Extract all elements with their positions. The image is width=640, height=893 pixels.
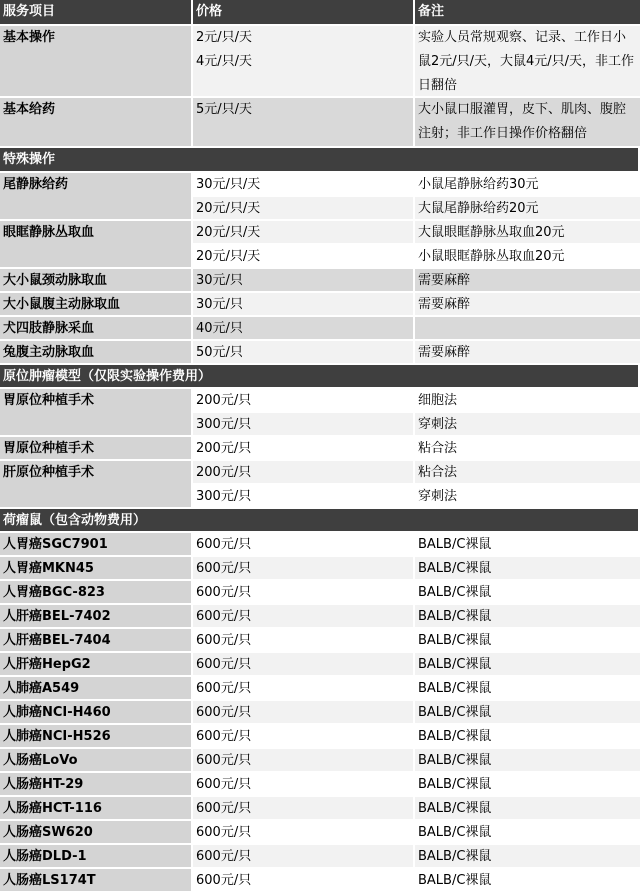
section-row [0, 365, 640, 389]
section-row [0, 148, 640, 173]
row-name: 人肺癌A549 [0, 677, 193, 701]
note-text: 大小鼠口服灌胃，皮下、肌肉、腹腔注射；非工作日操作价格翻倍 [415, 98, 640, 148]
row-name: 人肠癌HT-29 [0, 773, 193, 797]
row-name: 人肝癌BEL-7404 [0, 629, 193, 653]
table-row [0, 821, 640, 845]
price-value: 600元/只 [193, 677, 415, 701]
table-row [0, 317, 640, 341]
note-text: BALB/C裸鼠 [415, 605, 640, 629]
table-row [0, 701, 640, 725]
table-row [193, 245, 640, 269]
note-text: BALB/C裸鼠 [415, 701, 640, 725]
note-text: BALB/C裸鼠 [415, 821, 640, 845]
note-text: BALB/C裸鼠 [415, 653, 640, 677]
table-row [0, 461, 640, 485]
table-row [0, 869, 640, 893]
price-value: 600元/只 [193, 869, 415, 893]
price-group [193, 26, 415, 98]
price-value: 30元/只 [193, 293, 415, 317]
table-row [0, 653, 640, 677]
table-row [0, 98, 640, 148]
section-title: 特殊操作 [0, 148, 640, 173]
note-text: BALB/C裸鼠 [415, 557, 640, 581]
section-title: 荷瘤鼠（包含动物费用） [0, 509, 640, 533]
table-row [0, 557, 640, 581]
row-name: 犬四肢静脉采血 [0, 317, 193, 341]
row-name: 人肠癌SW620 [0, 821, 193, 845]
table-row [0, 173, 640, 197]
table-row [0, 773, 640, 797]
row-name: 人胃癌SGC7901 [0, 533, 193, 557]
price-value: 600元/只 [193, 653, 415, 677]
price-value: 4元/只/天 [196, 54, 253, 69]
table-row [0, 293, 640, 317]
price-value: 600元/只 [193, 845, 415, 869]
note-text: 小鼠眼眶静脉丛取血20元 [415, 245, 640, 269]
row-name: 基本操作 [0, 26, 193, 98]
note-text: BALB/C裸鼠 [415, 845, 640, 869]
price-value: 600元/只 [193, 557, 415, 581]
note-text: 需要麻醉 [415, 341, 640, 365]
table-row [0, 749, 640, 773]
table-row [0, 605, 640, 629]
table-row [0, 725, 640, 749]
note-text: 穿刺法 [415, 413, 640, 437]
row-name: 尾静脉给药 [0, 173, 193, 221]
row-name: 人肺癌NCI-H526 [0, 725, 193, 749]
note-text: 大鼠尾静脉给药20元 [415, 197, 640, 221]
section-title: 原位肿瘤模型（仅限实验操作费用） [0, 365, 640, 389]
table-row [0, 269, 640, 293]
row-name: 大小鼠腹主动脉取血 [0, 293, 193, 317]
price-value: 600元/只 [193, 581, 415, 605]
row-name: 人肠癌DLD-1 [0, 845, 193, 869]
row-name: 肝原位种植手术 [0, 461, 193, 509]
row-name: 人肺癌NCI-H460 [0, 701, 193, 725]
price-value: 600元/只 [193, 773, 415, 797]
note-text: BALB/C裸鼠 [415, 773, 640, 797]
note-text: 穿刺法 [415, 485, 640, 509]
row-name: 人肝癌HepG2 [0, 653, 193, 677]
note-text: BALB/C裸鼠 [415, 677, 640, 701]
price-value: 30元/只/天 [193, 173, 415, 197]
note-text: BALB/C裸鼠 [415, 581, 640, 605]
price-value: 50元/只 [193, 341, 415, 365]
note-text: 大鼠眼眶静脉丛取血20元 [415, 221, 640, 245]
row-name: 眼眶静脉丛取血 [0, 221, 193, 269]
price-value: 20元/只/天 [193, 197, 415, 221]
row-name: 基本给药 [0, 98, 193, 148]
table-row [0, 533, 640, 557]
price-value: 40元/只 [193, 317, 415, 341]
note-text [415, 317, 640, 341]
price-value: 600元/只 [193, 749, 415, 773]
note-text: 小鼠尾静脉给药30元 [415, 173, 640, 197]
table-row [193, 197, 640, 221]
header-note: 备注 [415, 0, 640, 26]
note-text: 需要麻醉 [415, 269, 640, 293]
row-name: 人肝癌BEL-7402 [0, 605, 193, 629]
price-value: 20元/只/天 [193, 245, 415, 269]
price-value: 30元/只 [193, 269, 415, 293]
price-value: 300元/只 [193, 413, 415, 437]
header-service: 服务项目 [0, 0, 193, 26]
table-row [0, 26, 640, 98]
table-row [0, 677, 640, 701]
table-row [0, 581, 640, 605]
row-name: 人胃癌MKN45 [0, 557, 193, 581]
note-text: BALB/C裸鼠 [415, 725, 640, 749]
price-value: 600元/只 [193, 533, 415, 557]
note-text: 需要麻醉 [415, 293, 640, 317]
row-name: 人胃癌BGC-823 [0, 581, 193, 605]
table-row [0, 341, 640, 365]
table-row [0, 629, 640, 653]
row-name: 人肠癌LoVo [0, 749, 193, 773]
table-row [0, 797, 640, 821]
price-value: 200元/只 [193, 437, 415, 461]
note-text: BALB/C裸鼠 [415, 749, 640, 773]
header-price: 价格 [193, 0, 415, 26]
row-name: 兔腹主动脉取血 [0, 341, 193, 365]
note-text: 实验人员常规观察、记录、工作日小鼠2元/只/天，大鼠4元/只/天，非工作日翻倍 [415, 26, 640, 98]
price-value: 600元/只 [193, 797, 415, 821]
row-name: 人肠癌LS174T [0, 869, 193, 893]
row-name: 胃原位种植手术 [0, 389, 193, 437]
table-row [0, 437, 640, 461]
price-value: 20元/只/天 [193, 221, 415, 245]
price-value: 300元/只 [193, 485, 415, 509]
price-value: 600元/只 [193, 821, 415, 845]
price-value: 200元/只 [193, 461, 415, 485]
row-name: 大小鼠颈动脉取血 [0, 269, 193, 293]
note-text: 细胞法 [415, 389, 640, 413]
table-header [0, 0, 640, 26]
table-row [193, 485, 640, 509]
note-text: BALB/C裸鼠 [415, 533, 640, 557]
section-row [0, 509, 640, 533]
price-value: 5元/只/天 [193, 98, 415, 148]
price-value: 600元/只 [193, 701, 415, 725]
note-text: BALB/C裸鼠 [415, 629, 640, 653]
table-row [193, 413, 640, 437]
note-text: 粘合法 [415, 461, 640, 485]
price-value: 600元/只 [193, 605, 415, 629]
note-text: BALB/C裸鼠 [415, 797, 640, 821]
table-row [0, 389, 640, 413]
note-text: 粘合法 [415, 437, 640, 461]
price-value: 600元/只 [193, 725, 415, 749]
table-row [0, 221, 640, 245]
row-name: 人肠癌HCT-116 [0, 797, 193, 821]
price-value: 600元/只 [193, 629, 415, 653]
table-row [0, 845, 640, 869]
row-name: 胃原位种植手术 [0, 437, 193, 461]
note-text: BALB/C裸鼠 [415, 869, 640, 893]
price-value: 2元/只/天 [196, 30, 253, 45]
price-value: 200元/只 [193, 389, 415, 413]
